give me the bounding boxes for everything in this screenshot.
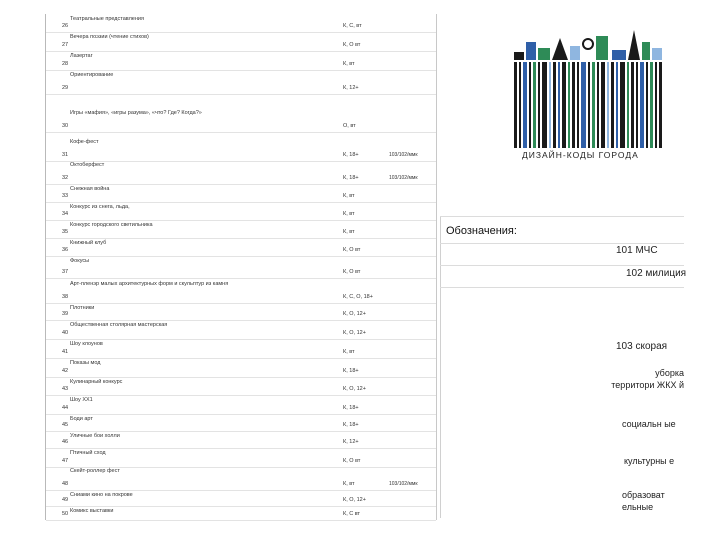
logo-building [514,52,524,60]
row-activity-name: Книжный клуб [70,240,107,246]
row-codes: К, О вт [343,42,361,48]
logo-building [596,36,608,60]
row-codes: К, С, вт [343,23,362,29]
row-number: 47 [62,458,69,464]
row-number: 31 [62,152,69,158]
row-codes: К, С вт [343,511,361,517]
table-row [46,431,436,449]
logo-building [642,42,650,60]
row-codes: К, 18+ [343,368,359,374]
row-activity-name: Общественная столярная мастерская [70,322,168,328]
row-codes: К, 18+ [343,152,359,158]
row-number: 46 [62,439,69,445]
row-number: 29 [62,85,69,91]
legend-item: 102 милиция [626,268,687,279]
row-codes: К, О вт [343,269,361,275]
row-number: 28 [62,61,69,67]
logo-caption: ДИЗАЙН-КОДЫ ГОРОДА [522,150,639,160]
city-barcode-logo [508,30,668,170]
row-codes: К, О вт [343,247,361,253]
row-number: 41 [62,349,69,355]
legend-item: культурны е [624,456,675,466]
logo-building [538,48,550,60]
row-codes: К, вт [343,61,355,67]
row-activity-name: Конкурс городского светильника [70,222,153,228]
row-number: 42 [62,368,69,374]
row-codes: К, вт [343,211,355,217]
logo-building [526,42,536,60]
row-phones: 103/102/ммк [389,152,418,158]
row-activity-name: Боди арт [70,416,93,422]
row-activity-name: Вечера поэзии (чтение стихов) [70,34,149,40]
row-activity-name: Игры «мафия», «игры разума», «что? Где? Когда?» [70,110,202,116]
table-row [46,184,436,203]
table-row [46,358,436,378]
table-row [46,448,436,468]
logo-barcode [514,62,662,150]
row-activity-name: Октоберфест [70,162,105,168]
row-number: 50 [62,511,69,517]
row-activity-name: Фокусы [70,258,90,264]
row-activity-name: Комикс выставки [70,508,114,514]
table-row [46,278,436,304]
row-codes: К, О, 12+ [343,386,366,392]
row-codes: К, вт [343,229,355,235]
logo-building [628,30,640,60]
logo-building [612,50,626,60]
table-row [46,220,436,239]
table-row [46,320,436,340]
row-codes: О, вт [343,123,356,129]
row-number: 44 [62,405,69,411]
row-activity-name: Лазертаг [70,53,93,59]
legend-item: 101 МЧС [616,245,658,256]
table-row [46,506,436,521]
row-codes: К, вт [343,193,355,199]
legend-divider [440,216,684,217]
table-row [46,161,436,185]
table-row [46,14,436,33]
row-codes: К, 18+ [343,175,359,181]
table-row [46,467,436,491]
row-number: 26 [62,23,69,29]
table-row [46,202,436,221]
table-row [46,339,436,359]
row-number: 33 [62,193,69,199]
table-row [46,94,436,133]
table-row [46,238,436,257]
logo-building [552,38,568,60]
table-row [46,32,436,52]
table-row [46,132,436,162]
row-codes: К, О, 12+ [343,311,366,317]
legend-divider [440,265,684,266]
row-codes: К, О вт [343,458,361,464]
row-number: 35 [62,229,69,235]
row-number: 27 [62,42,69,48]
row-codes: К, 18+ [343,405,359,411]
row-phones: 103/102/ммк [389,175,418,181]
row-codes: К, вт [343,481,355,487]
legend-divider [440,287,684,288]
row-activity-name: Ориентирование [70,72,114,78]
logo-building [570,46,580,60]
table-row [46,377,436,396]
row-codes: К, 18+ [343,422,359,428]
row-codes: К, О, 12+ [343,497,366,503]
table-row [46,256,436,279]
legend-item: социальн ые [622,419,676,429]
logo-building [652,48,662,60]
row-activity-name: Сниами кино на покрове [70,492,133,498]
row-activity-name: Снежная война [70,186,110,192]
row-activity-name: Арт-пленэр малых архитектурных форм и скульптур из камня [70,281,229,287]
row-number: 40 [62,330,69,336]
row-number: 34 [62,211,69,217]
row-activity-name: Кофе-фест [70,139,99,145]
row-codes: К, вт [343,349,355,355]
row-activity-name: Птичный сход [70,450,106,456]
legend-item: уборка территори ЖКХ й [611,368,684,390]
logo-dome [583,39,593,49]
row-number: 49 [62,497,69,503]
row-activity-name: Театральные представления [70,16,144,22]
row-number: 37 [62,269,69,275]
legend-title: Обозначения: [446,225,517,237]
table-row [46,395,436,415]
row-number: 32 [62,175,69,181]
row-activity-name: Конкурс из снега, льда, [70,204,130,210]
table-row [46,70,436,95]
row-codes: К, С, О, 18+ [343,294,373,300]
activities-table [45,14,437,520]
row-phones: 103/102/ммк [389,481,418,487]
row-activity-name: Уличные бои холли [70,433,120,439]
row-activity-name: Шоу ХХ1 [70,397,93,403]
row-activity-name: Плотники [70,305,95,311]
row-number: 45 [62,422,69,428]
row-codes: К, О, 12+ [343,330,366,336]
row-activity-name: Показы мод [70,360,101,366]
row-number: 30 [62,123,69,129]
legend-item: образоват ельные [622,490,665,512]
row-number: 38 [62,294,69,300]
row-number: 39 [62,311,69,317]
row-activity-name: Шоу клоунов [70,341,103,347]
row-number: 36 [62,247,69,253]
row-number: 43 [62,386,69,392]
legend-divider [440,243,684,244]
table-row [46,490,436,507]
row-number: 48 [62,481,69,487]
row-codes: К, 12+ [343,85,359,91]
legend-item: 103 скорая [616,341,668,352]
table-row [46,51,436,71]
table-row [46,414,436,432]
row-codes: К, 12+ [343,439,359,445]
table-row [46,303,436,321]
row-activity-name: Кулинарный конкурс [70,379,123,385]
row-activity-name: Скейт-роллер фест [70,468,120,474]
